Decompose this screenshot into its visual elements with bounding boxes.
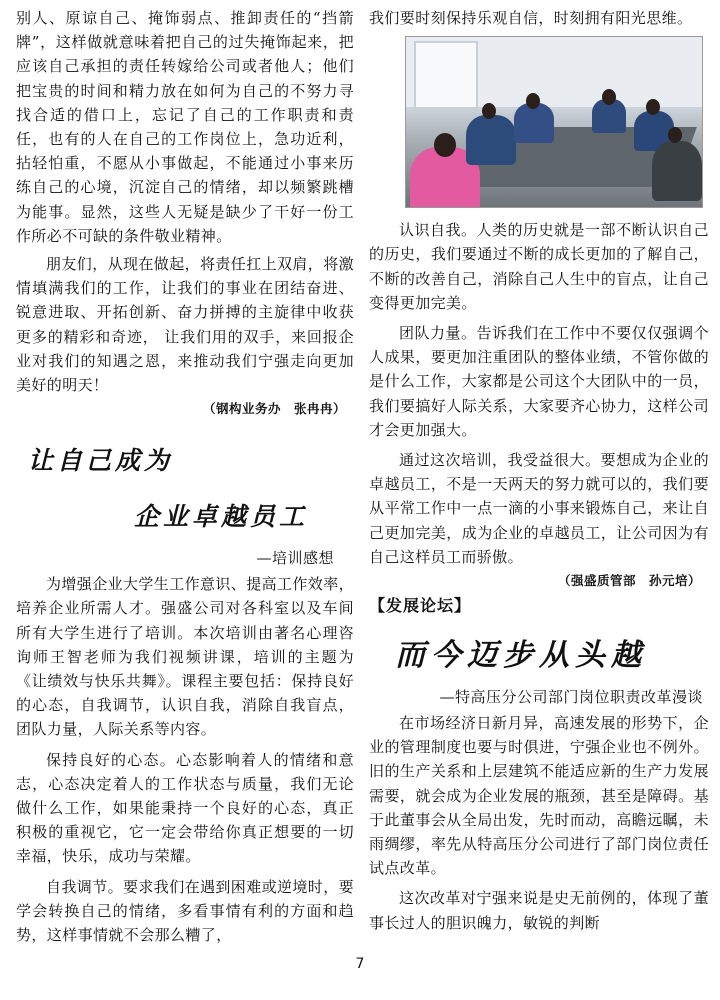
paragraph: 团队力量。告诉我们在工作中不要仅仅强调个人成果，要更加注重团队的整体业绩，不管你做的是什么工作，大家都是公司这个大团队中的一员，我们要搞好人际关系，大家要齐心协力，这样公司才会更加强大。 xyxy=(369,324,709,439)
paragraph: 通过这次培训，我受益很大。要想成为企业的卓越员工，不是一天两天的努力就可以的，我们要从平常工作中一点一滴的小事来锻炼自己，来让自己更加完美，成为企业的卓越员工，让公司因为有自己这样员工而骄傲。 xyxy=(369,451,709,566)
article-subtitle: —培训感想 xyxy=(256,549,334,568)
paragraph: 我们要时刻保持乐观自信，时刻拥有阳光思维。 xyxy=(369,9,693,27)
paragraph: 朋友们，从现在做起，将责任扛上双肩，将激情填满我们的工作，让我们的事业在团结奋进、锐意进取、开拓创新、奋力拼搏的主旋律中收获更多的精彩和奇迹， 让我们用的双手，来回报企业对我们的知遇之恩，来推动我们宁强走向更加美好的明天！ xyxy=(16,255,355,395)
article-title: 而今迈步从头越 xyxy=(395,638,647,674)
paragraph: 这次改革对宁强来说是史无前例的，体现了董事长过人的胆识魄力，敏锐的判断 xyxy=(369,889,709,932)
right-column xyxy=(369,6,709,935)
author-signature: （强盛质管部 孙元培） xyxy=(557,573,701,589)
author-signature: （钢构业务办 张冉冉） xyxy=(202,401,346,417)
paragraph: 自我调节。要求我们在遇到困难或逆境时，要学会转换自己的情绪，多看事情有利的方面和趋势，这样事情就不会那么糟了， xyxy=(16,877,355,945)
paragraph: 别人、原谅自己、掩饰弱点、推卸责任的“挡箭牌”，这样做就意味着把自己的过失掩饰起来，把应该自己承担的责任转嫁给公司或者他人；他们把宝贵的时间和精力放在如何为自己的不努力寻找合适的借口上，忘记了自己的工作职责和责任，也有的人在自己的工作岗位上，急功近利，拈轻怕重，不愿从小事做起，不能通过小事来历练自己的心境，沉淀自己的情绪，却以频繁跳槽为能事。显然，这些人无疑是缺少了干好一份工作所必不可缺的条件敬业精神。 xyxy=(16,9,354,245)
section-tag: 【发展论坛】 xyxy=(369,596,472,616)
article-subtitle: —特高压分公司部门岗位职责改革漫谈 xyxy=(439,688,703,707)
article-title-line2: 企业卓越员工 xyxy=(134,502,309,532)
paragraph: 认识自我。人类的历史就是一部不断认识自己的历史，我们要通过不断的成长更加的了解自己，不断的改善自己，消除自己人生中的盲点，让自己变得更加完美。 xyxy=(369,221,709,312)
training-photo xyxy=(405,36,703,208)
page-number: 7 xyxy=(355,956,365,972)
paragraph: 为增强企业大学生工作意识、提高工作效率，培养企业所需人才。强盛公司对各科室以及车间所有大学生进行了培训。本次培训由著名心理咨询师王智老师为我们视频讲课，培训的主题为《让绩效与快乐共舞》。课程主要包括：保持良好的心态，自我调节，认识自我，消除自我盲点，团队力量，人际关系等内容。 xyxy=(16,575,355,739)
left-column xyxy=(16,6,354,947)
article-title-line1: 让自己成为 xyxy=(28,446,174,476)
paragraph: 保持良好的心态。心态影响着人的情绪和意志，心态决定着人的工作状态与质量，我们无论做什么工作，如果能秉持一个良好的心态，真正积极的重视它，它一定会带给你真正想要的一切幸福，快乐，成功与荣耀。 xyxy=(16,750,354,866)
paragraph: 在市场经济日新月异，高速发展的形势下，企业的管理制度也要与时俱进，宁强企业也不例外。旧的生产关系和上层建筑不能适应新的生产力发展需要，就会成为企业发展的瓶颈，甚至是障碍。基于此董事会从全局出发，先时而动，高瞻远瞩，未雨绸缪，率先从特高压分公司进行了部门岗位责任试点改革。 xyxy=(369,714,709,878)
